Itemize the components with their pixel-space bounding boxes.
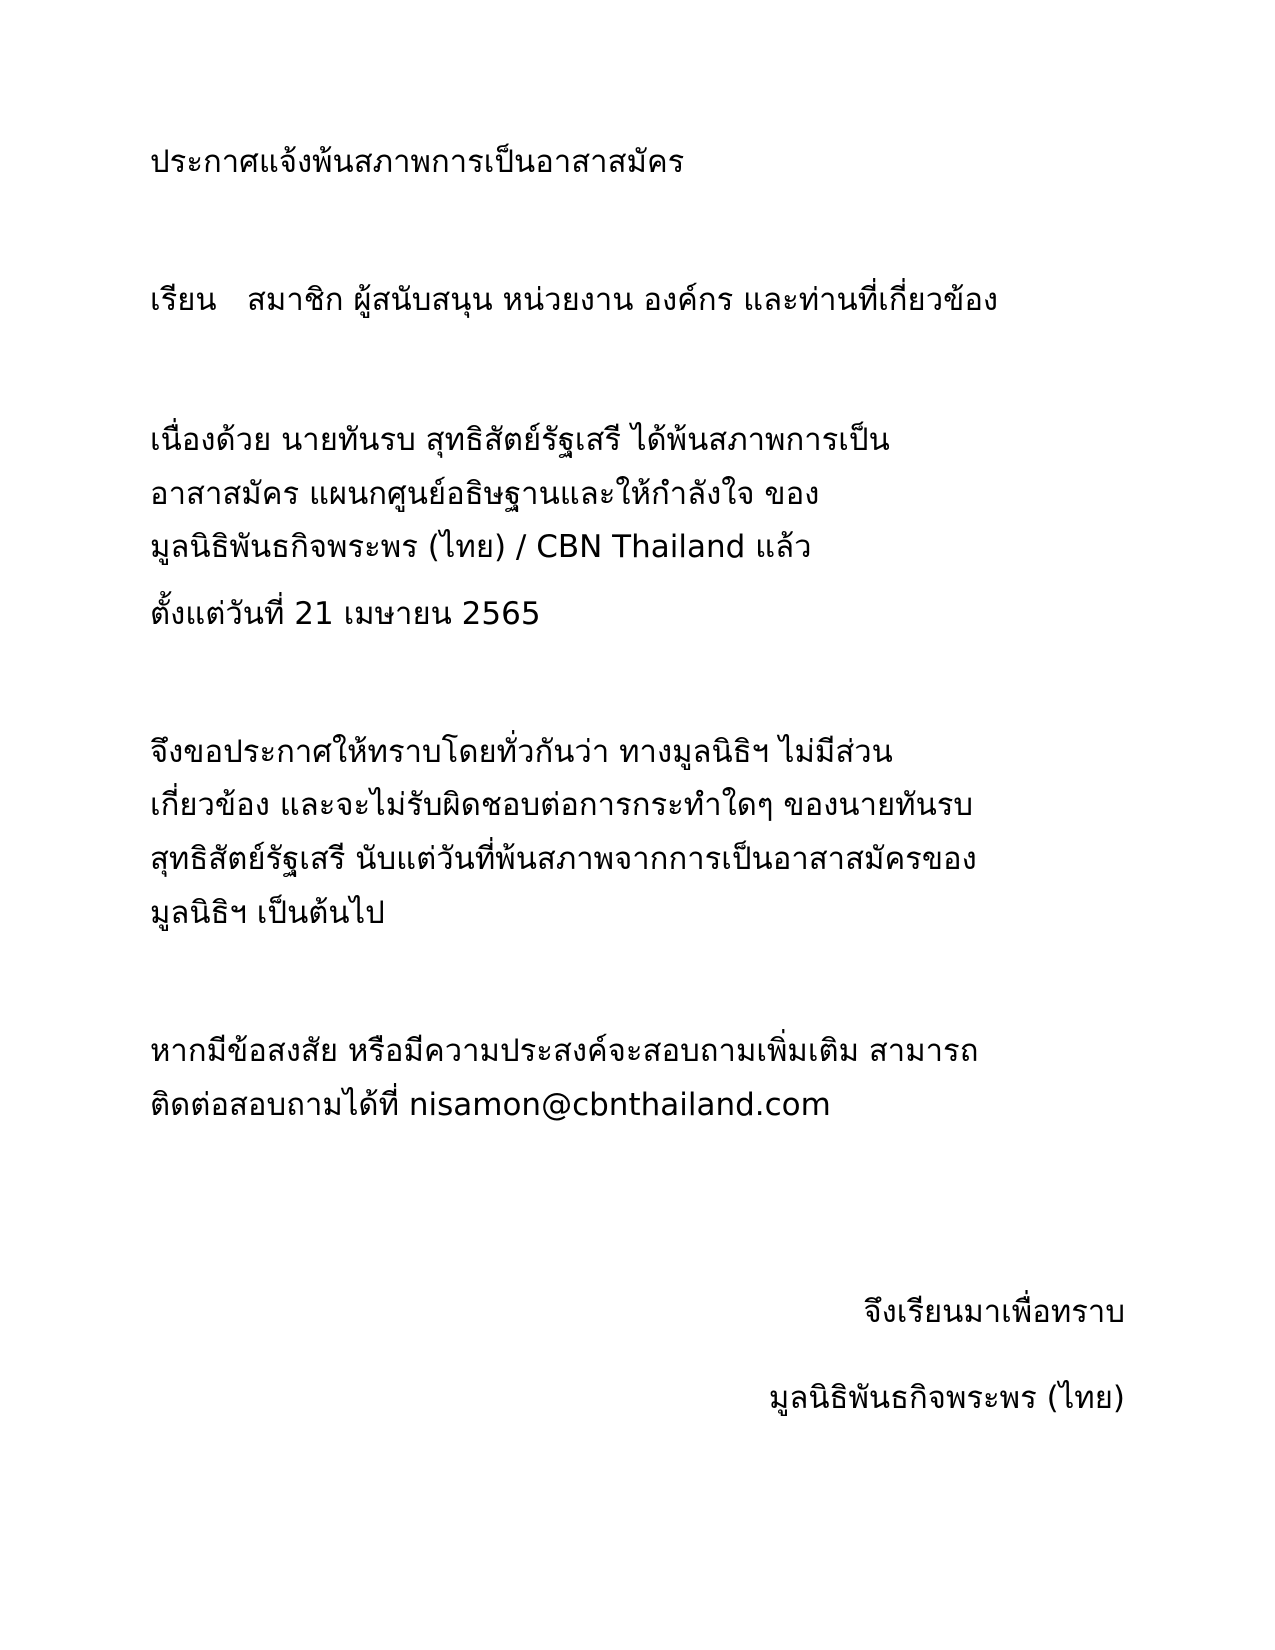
paragraph-2-line-1: จึงขอประกาศให้ทราบโดยทั่วกันว่า ทางมูลนิธิฯ ไม่มีส่วน xyxy=(150,734,893,770)
paragraph-1-line-3: มูลนิธิพันธกิจพระพร (ไทย) / CBN Thailand แล้ว xyxy=(150,529,812,565)
salutation-line xyxy=(150,280,998,320)
paragraph-2-line-4: มูลนิธิฯ เป็นต้นไป xyxy=(150,895,385,931)
paragraph-2-line-3: สุทธิสัตย์รัฐเสรี นับแต่วันที่พ้นสภาพจากการเป็นอาสาสมัครของ xyxy=(150,841,977,877)
salutation-recipients: สมาชิก ผู้สนับสนุน หน่วยงาน องค์กร และท่านที่เกี่ยวข้อง xyxy=(247,282,999,318)
paragraph-2-line-2: เกี่ยวข้อง และจะไม่รับผิดชอบต่อการกระทำใดๆ ของนายทันรบ xyxy=(150,787,974,823)
paragraph-3-line-1: หากมีข้อสงสัย หรือมีความประสงค์จะสอบถามเพิ่มเติม สามารถ xyxy=(150,1033,979,1069)
signature-text: มูลนิธิพันธกิจพระพร (ไทย) xyxy=(768,1380,1125,1416)
salutation-label: เรียน xyxy=(150,282,217,318)
document-title: ประกาศแจ้งพ้นสภาพการเป็นอาสาสมัคร xyxy=(150,144,685,180)
paragraph-1-line-2: อาสาสมัคร แผนกศูนย์อธิษฐานและให้กำลังใจ ของ xyxy=(150,476,820,512)
paragraph-3-line-2: ติดต่อสอบถามได้ที่ nisamon@cbnthailand.com xyxy=(150,1087,831,1123)
closing-text: จึงเรียนมาเพื่อทราบ xyxy=(863,1294,1125,1330)
paragraph-1-line-1: เนื่องด้วย นายทันรบ สุทธิสัตย์รัฐเสรี ได้พ้นสภาพการเป็น xyxy=(150,422,890,458)
paragraph-1-line-4: ตั้งแต่วันที่ 21 เมษายน 2565 xyxy=(150,596,541,632)
